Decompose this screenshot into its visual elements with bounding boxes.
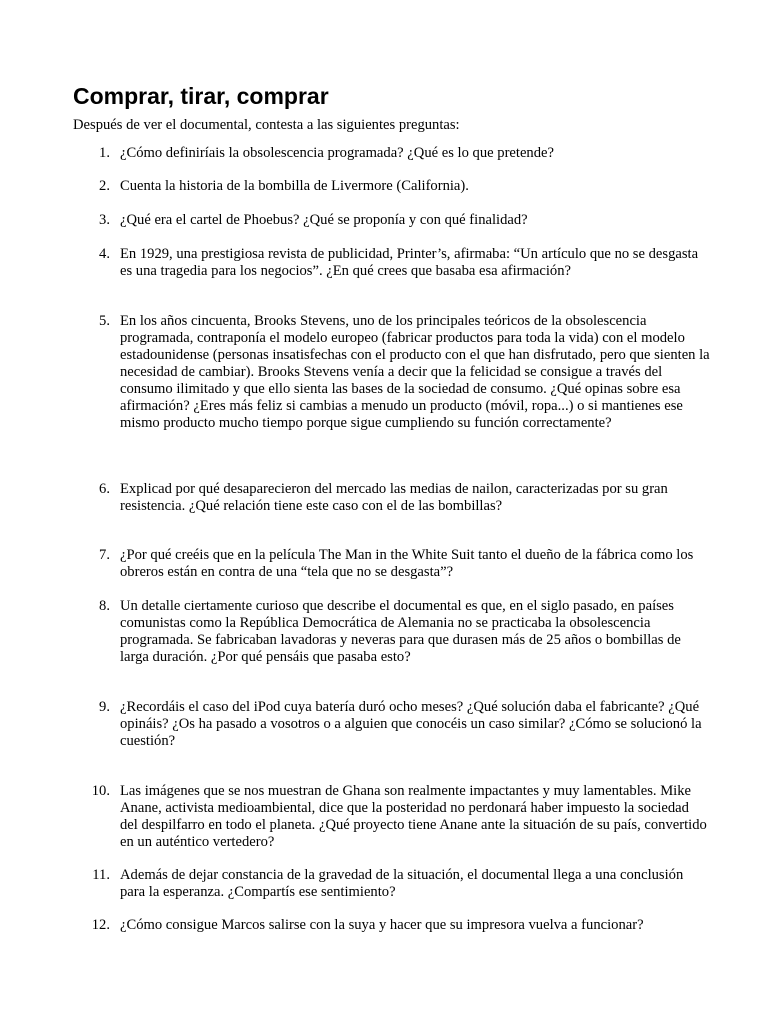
question-text: ¿Cómo consigue Marcos salirse con la suya y hacer que su impresora vuelva a funcionar?: [120, 917, 644, 933]
question-item-6: [86, 481, 710, 515]
question-text: ¿Qué era el cartel de Phoebus? ¿Qué se proponía y con qué finalidad?: [120, 212, 528, 228]
document-title: Comprar, tirar, comprar: [73, 83, 329, 109]
question-item-9: [86, 699, 710, 750]
question-number: 12.: [91, 917, 110, 933]
question-item-3: [86, 212, 710, 229]
question-item-5: [86, 313, 710, 432]
question-number: 9.: [99, 699, 110, 715]
document-intro: Después de ver el documental, contesta a las siguientes preguntas:: [73, 117, 460, 133]
question-item-4: [86, 246, 710, 280]
question-item-10: [86, 783, 710, 851]
question-number: 1.: [99, 145, 110, 161]
question-number: 7.: [99, 547, 110, 563]
question-number: 4.: [99, 246, 110, 262]
question-text: ¿Recordáis el caso del iPod cuya batería duró ocho meses? ¿Qué solución daba el fabricante? ¿Qué opináis? ¿Os ha pasado a vosotros o a alguien que conocéis un caso similar? ¿Cómo se solucionó la cuestión?: [120, 699, 702, 749]
question-number: 3.: [99, 212, 110, 228]
question-text: Cuenta la historia de la bombilla de Livermore (California).: [120, 178, 469, 194]
question-item-11: [86, 867, 710, 901]
question-number: 5.: [99, 313, 110, 329]
question-text: Además de dejar constancia de la gravedad de la situación, el documental llega a una conclusión para la esperanza. ¿Compartís ese sentimiento?: [120, 867, 684, 900]
question-item-12: [86, 917, 710, 934]
question-number: 8.: [99, 598, 110, 614]
question-text: ¿Cómo definiríais la obsolescencia programada? ¿Qué es lo que pretende?: [120, 145, 554, 161]
question-number: 6.: [99, 481, 110, 497]
question-text: En 1929, una prestigiosa revista de publicidad, Printer’s, afirmaba: “Un artículo que no se desgasta es una tragedia para los negocios”. ¿En qué crees que basaba esa afirmación?: [120, 246, 699, 279]
question-item-2: [86, 178, 710, 195]
question-text: Las imágenes que se nos muestran de Ghana son realmente impactantes y muy lamentables. Mike Anane, activista medioambiental, dice que la posteridad no perdonará haber impuesto la sociedad del despilfarro en todo el planeta. ¿Qué proyecto tiene Anane ante la situación de su país, convertido en un auténtico vertedero?: [120, 783, 707, 850]
question-text: Explicad por qué desaparecieron del mercado las medias de nailon, caracterizadas por su gran resistencia. ¿Qué relación tiene este caso con el de las bombillas?: [120, 481, 668, 514]
question-item-8: [86, 598, 710, 666]
question-number: 2.: [99, 178, 110, 194]
question-number: 10.: [91, 783, 110, 799]
question-text: Un detalle ciertamente curioso que describe el documental es que, en el siglo pasado, en países comunistas como la República Democrática de Alemania no se practicaba la obsolescencia programada. Se fabricaban lavadoras y neveras para que durasen más de 25 años o bombillas de larga duración. ¿Por qué pensáis que pasaba esto?: [120, 598, 681, 665]
question-item-1: [86, 145, 710, 162]
question-text: ¿Por qué creéis que en la película The Man in the White Suit tanto el dueño de la fábrica como los obreros están en contra de una “tela que no se desgasta”?: [120, 547, 694, 580]
question-text: En los años cincuenta, Brooks Stevens, uno de los principales teóricos de la obsolescencia programada, contraponía el modelo europeo (fabricar productos para toda la vida) con el modelo estadounidense (personas insatisfechas con el producto con el que han disfrutado, pero que sienten la necesidad de cambiar). Brooks Stevens venía a decir que la felicidad se consigue a través del consumo ilimitado y que ello sienta las bases de la sociedad de consumo. ¿Qué opinas sobre esa afirmación? ¿Eres más feliz si cambias a menudo un producto (móvil, ropa...) o si mantienes ese mismo producto mucho tiempo porque sigue cumpliendo su función correctamente?: [120, 313, 710, 431]
question-item-7: [86, 547, 710, 581]
question-number: 11.: [92, 867, 110, 883]
